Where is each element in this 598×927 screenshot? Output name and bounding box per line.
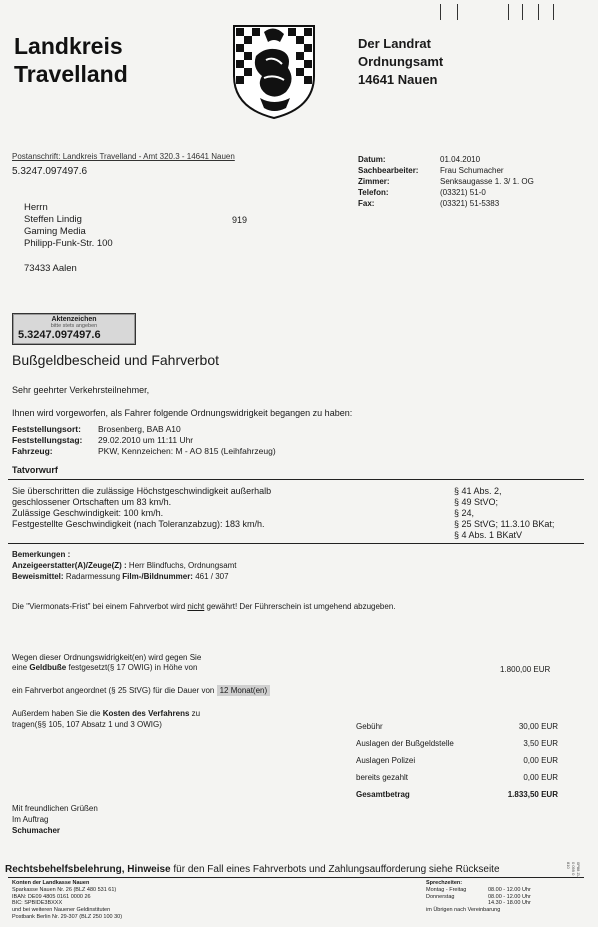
remarks: Bemerkungen : Anzeigeerstatter(A)/Zeuge(Z) : Herr Blindfuchs, Ordnungsamt Beweismittel: Radarmessung Film-/Bildnummer: 461 / 307 — [12, 550, 237, 581]
info-row: Sachbearbeiter: Frau Schumacher — [358, 166, 504, 175]
legal-remedy-note: Rechtsbehelfsbelehrung, Hinweise für den Fall eines Fahrverbots und Zahlungsaufforderung siehe Rückseite — [5, 864, 500, 875]
divider — [8, 877, 584, 878]
info-row: Fax: (03321) 51-5383 — [358, 199, 500, 208]
fee-row: Auslagen Polizei 0,00 EUR — [356, 756, 558, 765]
closing: Mit freundlichen Grüßen Im Auftrag Schumacher — [12, 804, 98, 835]
driving-ban: ein Fahrverbot angeordnet (§ 25 StVG) für die Dauer von 12 Monat(en) — [12, 686, 270, 695]
recipient-city: 73433 Aalen — [24, 263, 77, 274]
bank-details: Konten der Landkasse Nauen Sparkasse Nauen Nr. 26 (BLZ 480 531 61) IBAN: DE09 4805 0161 0000 26 BIC: SPBIDE3BXXX und bei weiteren Nauener Geldinstituten Postbank Berlin Nr. 29-307 (BLZ 250 100 30) — [12, 880, 123, 920]
offense-details: Feststellungsort: Brosenberg, BAB A10 Feststellungstag: 29.02.2010 um 11:11 Uhr Fahrzeug: PKW, Kennzeichen: M - AO 815 (Leihfahrzeug) — [12, 424, 276, 456]
side-code: 0P88 ZU 0 099 0 810 — [566, 862, 581, 878]
intro-text: Ihnen wird vorgeworfen, als Fahrer folgende Ordnungswidrigkeit begangen zu haben: — [12, 408, 353, 418]
violation-text: Sie überschritten die zulässige Höchstgeschwindigkeit außerhalb geschlossener Ortschaften um 83 km/h. Zulässige Geschwindigkeit: 100 km/h. Festgestellte Geschwindigkeit (nach Toleranzabzug): 183 km/h. — [12, 486, 272, 529]
divider — [8, 479, 584, 480]
organization-name: Landkreis Travelland — [14, 33, 128, 87]
fee-row: bereits gezahlt 0,00 EUR — [356, 773, 558, 782]
recipient-code: 919 — [232, 215, 248, 225]
office-address: Der Landrat Ordnungsamt 14641 Nauen — [358, 36, 444, 87]
recipient-address: Herrn Steffen Lindig Gaming Media Philipp-Funk-Str. 100 — [24, 202, 113, 249]
fee-table — [356, 718, 558, 803]
info-row: Telefon: (03321) 51-0 — [358, 188, 486, 197]
info-row: Datum: 01.04.2010 — [358, 155, 481, 164]
salutation: Sehr geehrter Verkehrsteilnehmer, — [12, 385, 150, 395]
postal-address-line: Postanschrift: Landkreis Travelland - Amt 320.3 - 14641 Nauen — [12, 152, 235, 161]
legal-paragraphs: § 41 Abs. 2, § 49 StVO; § 24, § 25 StVG; 11.3.10 BKat; § 4 Abs. 1 BKatV — [454, 486, 555, 540]
divider — [8, 543, 584, 544]
costs-text: Außerdem haben Sie die Kosten des Verfahrens zu tragen(§§ 105, 107 Absatz 1 und 3 OWIG) — [12, 709, 201, 729]
ban-duration: 12 Monat(en) — [217, 685, 271, 696]
info-row: Zimmer: Senksaugasse 1. 3/ 1. OG — [358, 177, 534, 186]
aktenzeichen-hint: bitte stets angeben — [50, 323, 98, 329]
fee-total: Gesamtbetrag 1.833,50 EUR — [356, 790, 558, 799]
document-title: Bußgeldbescheid und Fahrverbot — [12, 352, 220, 368]
aktenzeichen-box — [12, 313, 136, 345]
aktenzeichen-value: 5.3247.097497.6 — [18, 329, 101, 341]
fine-amount: 1.800,00 EUR — [500, 665, 551, 674]
tatvorwurf-heading: Tatvorwurf — [12, 465, 58, 475]
deadline-notice: Die "Viermonats-Frist" bei einem Fahrverbot wird nicht gewährt! Der Führerschein ist umgehend abzugeben. — [12, 602, 396, 611]
reference-number: 5.3247.097497.6 — [12, 166, 88, 177]
coat-of-arms-logo — [226, 20, 322, 120]
office-hours: Sprechzeiten: Montag - Freitag 08.00 - 12.00 Uhr Donnerstag 08.00 - 12.00 Uhr 14.30 - 18.00 Uhr im Übrigen nach Vereinbarung — [426, 880, 531, 914]
fine-text: Wegen dieser Ordnungswidrigkeit(en) wird gegen Sie eine Geldbuße festgesetzt(§ 17 OWIG) in Höhe von — [12, 653, 202, 672]
fee-row: Auslagen der Bußgeldstelle 3,50 EUR — [356, 739, 558, 748]
aktenzeichen-label: Aktenzeichen — [51, 316, 97, 323]
fee-row: Gebühr 30,00 EUR — [356, 722, 558, 731]
info-block — [358, 154, 534, 209]
